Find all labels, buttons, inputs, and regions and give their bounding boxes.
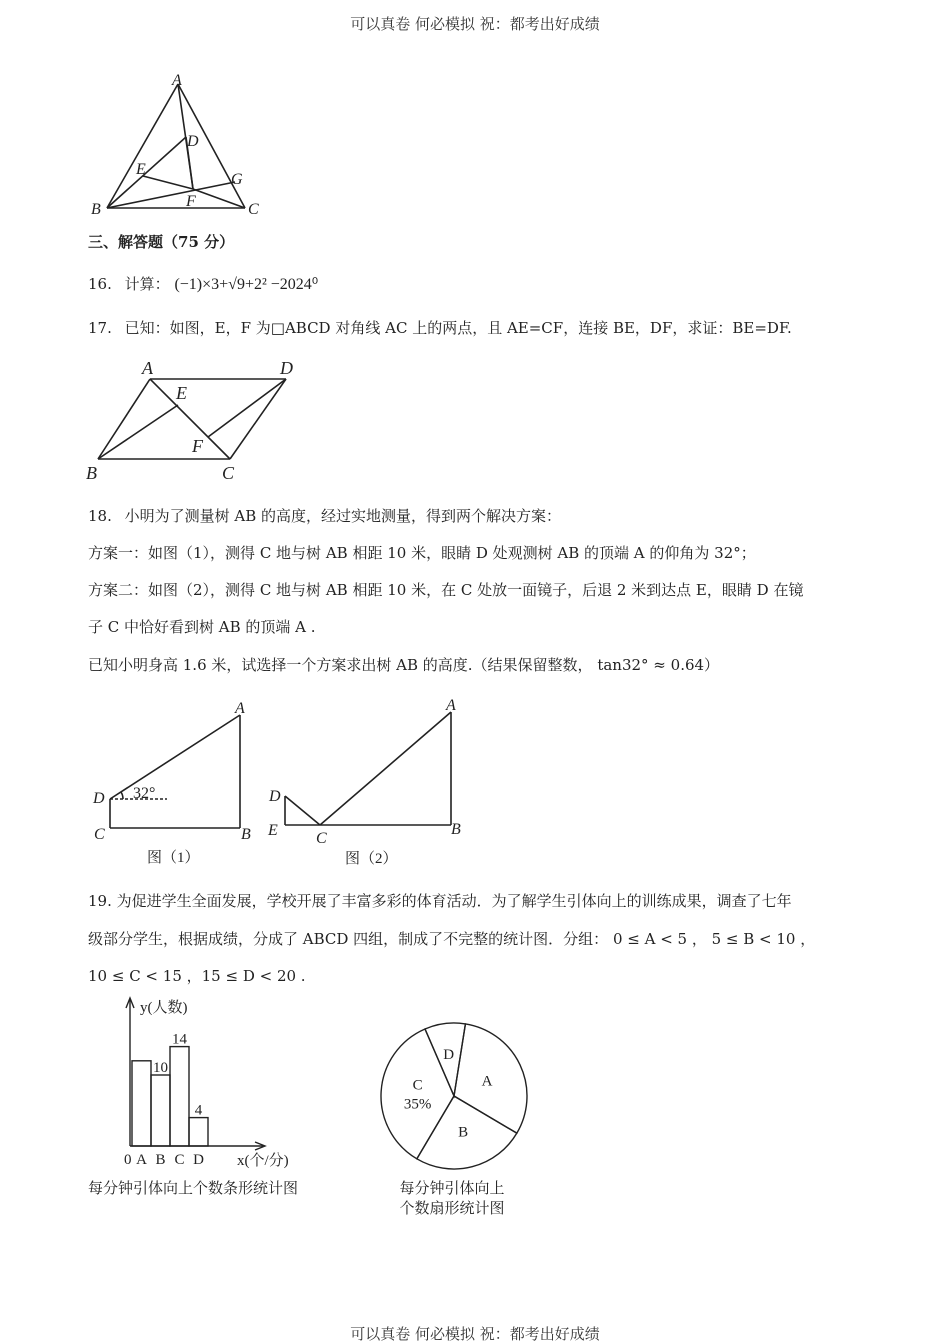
angle-arc (121, 792, 123, 799)
q19-line2: 级部分学生，根据成绩，分成了 ABCD 四组，制成了不完整的统计图．分组： 0 ≤ A < 5 ， 5 ≤ B < 10 ， (88, 930, 816, 948)
section-title: 三、解答题（75 分） (88, 233, 235, 251)
bar-chart (115, 994, 305, 1174)
q16-prefix: 计算： (124, 275, 170, 293)
category-label-d: D (193, 1152, 204, 1168)
label-e: E (136, 161, 146, 178)
triangle-figure (85, 72, 275, 222)
segment-df (208, 379, 286, 437)
q18-plan2-line2: 子 C 中恰好看到树 AB 的顶端 A . (88, 618, 316, 636)
parallelogram-figure (80, 355, 310, 485)
q17-number: 17. (88, 319, 112, 337)
q18-plan1: 方案一：如图（1），测得 C 地与树 AB 相距 10 米，眼睛 D 处观测树 AB 的顶端 A 的仰角为 32°； (88, 544, 756, 562)
pie-chart (370, 1012, 540, 1182)
label-d: D (280, 358, 293, 378)
x-axis-label: x(个/分) (237, 1153, 289, 1169)
label-d: D (187, 133, 199, 150)
q18-number: 18. (88, 507, 112, 525)
pie-chart-title-line2: 个数扇形统计图 (399, 1199, 505, 1217)
diagonal-ac (150, 379, 230, 459)
value-label-c: 14 (172, 1031, 187, 1048)
figure-1-caption: 图（1） (147, 850, 200, 866)
q18-intro: 小明为了测量树 AB 的高度，经过实地测量，得到两个解决方案： (124, 507, 562, 525)
label-a: A (446, 697, 456, 714)
segment-bd (107, 137, 186, 208)
figure-2 (262, 692, 477, 872)
label-a: A (172, 72, 182, 89)
y-axis-label: y(人数) (140, 1000, 188, 1016)
origin-label: 0 (124, 1152, 132, 1168)
slice-percent-c: 35% (403, 1096, 432, 1113)
segment-bg (107, 182, 235, 208)
label-e: E (176, 383, 187, 403)
page-header: 可以真卷 何必模拟 祝：都考出好成绩 (350, 15, 600, 33)
segment-be (98, 405, 178, 459)
segment-ab (98, 379, 150, 459)
question-18 (88, 505, 561, 527)
bar-c (170, 1047, 189, 1146)
label-d: D (93, 790, 105, 807)
pie-chart-title-line1: 每分钟引体向上 (399, 1179, 505, 1197)
line-dc (285, 796, 320, 825)
bar-chart-title: 每分钟引体向上个数条形统计图 (88, 1179, 299, 1197)
question-16 (88, 273, 318, 296)
slice-label-d: D (443, 1046, 455, 1063)
label-c: C (222, 463, 235, 483)
question-17 (88, 317, 792, 339)
segment-fc (193, 189, 245, 208)
label-c: C (94, 826, 105, 843)
category-label-a: A (136, 1152, 147, 1168)
slice-label-c: C (412, 1077, 423, 1094)
q17-text: 已知：如图，E，F 为□ABCD 对角线 AC 上的两点，且 AE=CF，连接 BE，DF，求证：BE=DF. (124, 319, 792, 337)
label-c: C (248, 201, 259, 218)
figure-1 (85, 695, 265, 875)
label-e: E (268, 822, 278, 839)
segment-ef (143, 176, 193, 189)
label-f: F (186, 193, 196, 210)
line-ca (320, 712, 451, 825)
label-a: A (142, 358, 153, 378)
slice-label-a: A (481, 1073, 493, 1090)
label-a: A (235, 700, 245, 717)
value-label-d: 4 (194, 1102, 203, 1119)
label-d: D (269, 788, 281, 805)
figure-2-caption: 图（2） (345, 851, 398, 867)
q16-number: 16. (88, 275, 112, 293)
label-b: B (86, 463, 97, 483)
q16-expression: (−1)×3+√9+2² −2024⁰ (174, 276, 319, 293)
q18-question: 已知小明身高 1.6 米，试选择一个方案求出树 AB 的高度.（结果保留整数， tan32° ≈ 0.64） (88, 656, 720, 674)
bar-b (151, 1075, 170, 1146)
sight-line-da (110, 715, 240, 799)
slice-label-b: B (458, 1124, 469, 1141)
bar-d (189, 1118, 208, 1146)
q18-plan2-line1: 方案二：如图（2），测得 C 地与树 AB 相距 10 米，在 C 处放一面镜子，后退 2 米到达点 E，眼睛 D 在镜 (88, 581, 804, 599)
label-f: F (192, 436, 203, 456)
label-b: B (451, 821, 461, 838)
label-c: C (316, 830, 327, 847)
label-b: B (91, 201, 101, 218)
q19-line1: 19. 为促进学生全面发展，学校开展了丰富多彩的体育活动．为了解学生引体向上的训练成果，调查了七年 (88, 892, 792, 910)
page-footer: 可以真卷 何必模拟 祝：都考出好成绩 (350, 1325, 600, 1343)
label-g: G (231, 171, 243, 188)
q19-line3: 10 ≤ C < 15 ，15 ≤ D < 20 . (88, 967, 306, 985)
segment-ab (107, 84, 178, 208)
angle-label: 32° (133, 785, 156, 802)
category-label-b: B (155, 1152, 166, 1168)
bar-a (132, 1061, 151, 1146)
segment-dc (230, 379, 286, 459)
value-label-b: 10 (153, 1060, 168, 1076)
label-b: B (241, 826, 251, 843)
category-label-c: C (174, 1152, 185, 1168)
